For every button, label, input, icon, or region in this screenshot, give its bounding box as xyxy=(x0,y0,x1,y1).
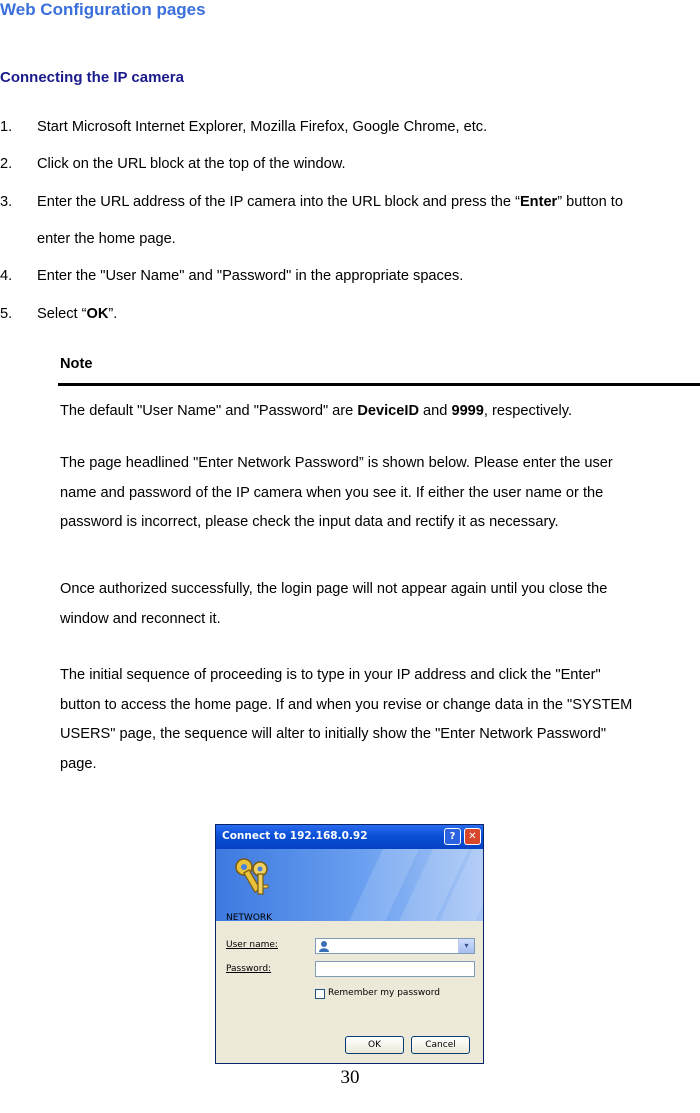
step-text: Enter the "User Name" and "Password" in the appropriate spaces. xyxy=(37,268,464,284)
note-line: Once authorized successfully, the login page will not appear again until you close the xyxy=(60,581,608,597)
dialog-titlebar xyxy=(216,825,483,849)
note-line: The initial sequence of proceeding is to type in your IP address and click the "Enter" xyxy=(60,667,601,683)
note-default-credentials xyxy=(60,397,700,427)
note-label: Note xyxy=(60,356,93,372)
note-paragraph-sequence xyxy=(60,661,700,779)
step-text-part: ” button to xyxy=(557,194,623,210)
note-paragraph-login-page xyxy=(60,449,700,538)
note-line: USERS" page, the sequence will alter to initially show the "Enter Network Password" xyxy=(60,726,607,742)
step-number: 1. xyxy=(0,119,13,135)
note-text: , respectively. xyxy=(483,403,573,419)
note-line: button to access the home page. If and when you revise or change data in the "SYSTEM xyxy=(60,696,633,713)
user-icon xyxy=(318,940,330,952)
note-text: The default "User Name" and "Password" are xyxy=(60,403,358,419)
section-heading: Connecting the IP camera xyxy=(0,69,184,86)
step-text: Start Microsoft Internet Explorer, Mozilla Firefox, Google Chrome, etc. xyxy=(37,119,488,135)
step-4 xyxy=(0,266,700,286)
note-divider xyxy=(58,383,700,386)
login-dialog xyxy=(215,824,484,1064)
user-name-dropdown-button[interactable]: ▾ xyxy=(458,939,474,953)
page-heading: Web Configuration pages xyxy=(0,0,206,19)
note-paragraph-authorization xyxy=(60,575,700,634)
dialog-title: Connect to 192.168.0.92 xyxy=(222,830,368,842)
step-number: 2. xyxy=(0,156,13,172)
password-label: Password: xyxy=(226,964,272,974)
help-button[interactable]: ? xyxy=(444,828,461,845)
default-password-value: 9999 xyxy=(451,403,484,419)
user-name-input[interactable] xyxy=(315,938,475,954)
step-3-continuation: enter the home page. xyxy=(37,231,176,247)
realm-label: NETWORK xyxy=(226,913,273,923)
step-bold-term: Enter xyxy=(519,194,558,210)
step-text-part: ”. xyxy=(108,306,118,322)
remember-password-label: Remember my password xyxy=(328,988,440,998)
note-line: window and reconnect it. xyxy=(60,610,221,627)
step-number: 4. xyxy=(0,268,13,284)
password-input[interactable] xyxy=(315,961,475,977)
note-line: page. xyxy=(60,755,97,772)
close-button[interactable]: ✕ xyxy=(464,828,481,845)
step-number: 3. xyxy=(0,194,13,210)
note-line: password is incorrect, please check the input data and rectify it as necessary. xyxy=(60,514,559,530)
default-user-value: DeviceID xyxy=(357,403,419,419)
cancel-button[interactable]: Cancel xyxy=(411,1036,470,1054)
page-number: 30 xyxy=(340,1067,360,1088)
note-line: name and password of the IP camera when you see it. If either the user name or the xyxy=(60,484,604,501)
note-line: The page headlined "Enter Network Password” is shown below. Please enter the user xyxy=(60,455,613,471)
step-bold-term: OK xyxy=(86,306,109,322)
step-number: 5. xyxy=(0,306,13,322)
note-text: and xyxy=(418,403,452,419)
step-text: Click on the URL block at the top of the window. xyxy=(37,156,346,172)
step-2 xyxy=(0,154,700,174)
step-3 xyxy=(0,192,700,212)
step-text-part: Select “ xyxy=(37,306,87,322)
step-text xyxy=(37,192,623,212)
step-text xyxy=(37,304,117,324)
step-5 xyxy=(0,304,700,324)
user-name-label: User name: xyxy=(226,940,278,950)
step-1 xyxy=(0,117,700,137)
ok-button[interactable]: OK xyxy=(345,1036,404,1054)
step-text-part: Enter the URL address of the IP camera into the URL block and press the “ xyxy=(37,194,520,210)
keys-icon xyxy=(232,855,276,897)
remember-password-checkbox[interactable] xyxy=(315,989,325,999)
